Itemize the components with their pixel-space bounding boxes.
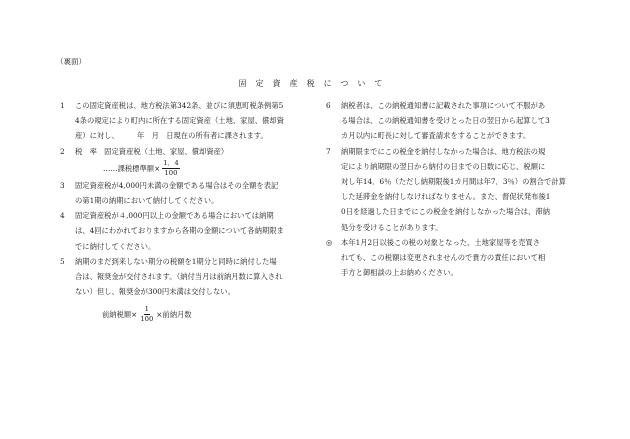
item-line: 税 率 固定資産税（土地、家屋、償却資産） [75,146,229,156]
item-number: 7 [326,146,331,156]
item-line: 処分を受けることがあります。 [341,222,443,232]
tax-rate-formula [75,159,322,178]
item-line: の第1期の納期において納付してください。 [75,196,219,206]
item-number: 6 [326,101,331,110]
item-line: 対し年14．6％（ただし納期限後1カ月間は年7．3％）の割合で計算 [341,177,566,187]
fraction-numerator: 1 [144,305,149,314]
notice-item-3 [60,178,322,208]
item-line: 0日を経過した日までにこの税金を納付しなかった場合は、滞納 [341,207,550,217]
fraction-numerator: 1．4 [163,158,179,167]
item-line: る場合は、この納税通知書を受けとった日の翌日から起算して3 [341,116,550,126]
item-number: 5 [60,256,65,266]
item-line: ない）但し、報奨金が300円未満は交付しない。 [75,287,235,297]
right-column [326,98,588,280]
item-line: した延滞金を納付しなければなりません。また、督促状発布後1 [341,192,551,202]
item-line: 納期限までにこの税金を納付しなかった場合は、地方税法の規 [341,146,546,156]
item-line: カ月以内に町長に対して審査請求をすることができます。 [341,131,531,141]
item-line: 固定資産税が４,000円以上の金額である場合においては納期 [75,211,274,221]
reward-fraction [139,305,154,324]
item-line: れても、この税額は変更されませんので貴方の責任において相 [341,253,546,263]
item-line: 本年1月2日以後この税の対象となった、土地家屋等を売買さ [341,237,541,247]
item-line: でに納付してください。 [75,241,156,251]
notice-item-5 [60,254,322,300]
item-number: 1 [60,101,65,110]
tax-rate-fraction [162,159,179,178]
notice-item-6 [326,98,588,144]
notice-item-4 [60,208,322,254]
item-line: この固定資産税は、地方税法第342条、並びに須恵町税条例第5 [75,101,284,110]
item-line: は、4回にわかれておりますから各期の金額について各納期限ま [75,226,284,236]
item-number: 3 [60,180,65,190]
formula-suffix: ×前納月数 [156,310,192,320]
note-marker: ◎ [326,237,333,247]
item-line: 産）に対し、 年 月 日現在の所有者に課されます。 [75,131,268,141]
item-line: 手方と御相談の上お納めください。 [341,268,458,278]
item-line: 納税者は、この納税通知書に記載された事項について不服があ [341,101,546,110]
notice-note [326,235,588,281]
item-number: 2 [60,146,65,156]
formula-prefix: 前納税額× [102,310,138,320]
page-title: 固定資産税について [238,79,392,88]
notice-item-2 [60,144,322,178]
notice-item-1 [60,98,322,144]
item-number: 4 [60,211,65,221]
reward-formula [60,305,322,324]
page-side-label: （裏面） [56,57,86,66]
item-line: 合は、報奨金が交付されます。（納付当月は前納月数に算入され [75,272,283,282]
item-line: 4条の規定により町内に所在する固定資産（土地、家屋、償却資 [75,116,284,126]
notice-item-7 [326,144,588,235]
item-line: 定により納期限の翌日から納付の日までの日数に応じ、税額に [341,161,546,171]
left-column [60,98,322,324]
fraction-denominator: 100 [140,315,154,324]
item-line: 納期のまだ到来しない期分の税額を1期分と同時に納付した場 [75,256,277,266]
formula-prefix: ……課税標準額× [103,163,161,173]
fraction-denominator: 100 [164,168,178,177]
item-line: 固定資産税が4,000円未満の金額である場合はその全額を表記 [75,180,279,190]
